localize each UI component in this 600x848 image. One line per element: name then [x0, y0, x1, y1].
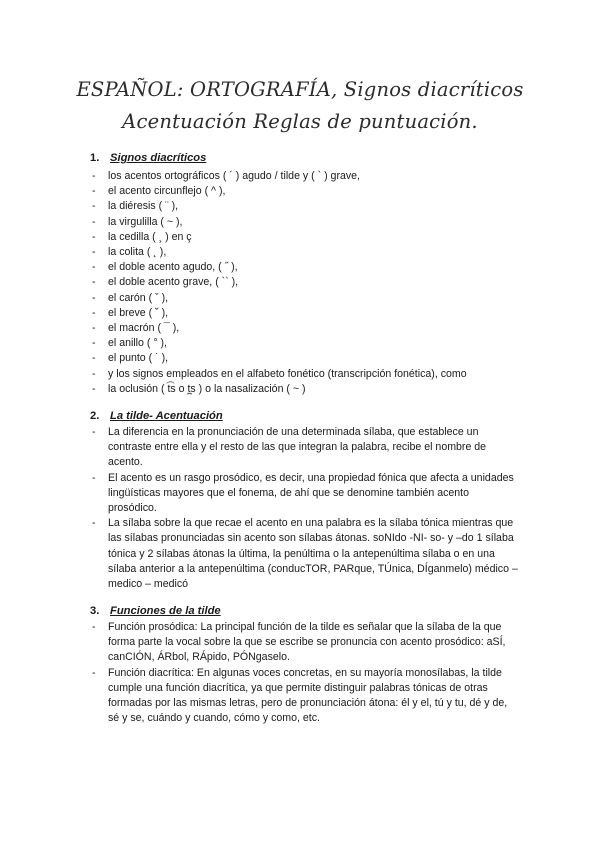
list-item: - y los signos empleados en el alfabeto fonético (transcripción fonética), como [0, 367, 600, 382]
list-item: - Función prosódica: La principal función de la tilde es señalar que la sílaba de la que forma parte la vocal sobre la que se escribe se pronuncia con acento prosódico: aSÍ, canCIÓN, ÁRbol, RÁpido, PÓNgaselo. [0, 620, 600, 666]
section-heading-text: La tilde- Acentuación [110, 410, 223, 422]
list-item: - la oclusión ( t͡s o t̪s ) o la nasalización ( ~ ) [0, 382, 600, 397]
list-item: - el anillo ( ° ), [0, 336, 600, 351]
list-item: - los acentos ortográficos ( ´ ) agudo / tilde y ( ` ) grave, [0, 169, 600, 184]
list-item: - la colita ( ˛ ), [0, 245, 600, 260]
bullet-list [0, 169, 600, 397]
list-item: - La diferencia en la pronunciación de una determinada sílaba, que establece un contraste entre ella y el resto de las que integran la palabra, recibe el nombre de acento. [0, 425, 600, 471]
section-heading [90, 410, 223, 422]
list-item: - el carón ( ˇ ), [0, 291, 600, 306]
list-item: - el doble acento agudo, ( ˝ ), [0, 260, 600, 275]
section-heading [90, 605, 221, 617]
bullet-list [0, 620, 600, 726]
page-title: ESPAÑOL: ORTOGRAFÍA, Signos diacríticos Acentuación Reglas de puntuación. [76, 78, 524, 133]
bullet-list [0, 425, 600, 592]
list-item: - la virgulilla ( ~ ), [0, 215, 600, 230]
list-item: - el breve ( ˘ ), [0, 306, 600, 321]
list-item: - la diéresis ( ¨ ), [0, 199, 600, 214]
list-item: - el acento circunflejo ( ^ ), [0, 184, 600, 199]
section-heading-text: Signos diacríticos [110, 152, 207, 164]
section-number: 3. [90, 605, 100, 617]
list-item: - el macrón ( ¯ ), [0, 321, 600, 336]
list-item: - Función diacrítica: En algunas voces concretas, en su mayoría monosílabas, la tilde cumple una función diacrítica, ya que permite distinguir palabras tónicas de otras formadas por las mismas letras, pero de pronunciación átona: él y el, tú y tu, dé y de, sé y se, cuándo y cuando, cómo y como, etc. [0, 666, 600, 727]
list-item: - El acento es un rasgo prosódico, es decir, una propiedad fónica que afecta a unidades lingüísticas mayores que el fonema, de ahí que se denomine también acento prosódico. [0, 471, 600, 517]
section-number: 1. [90, 152, 100, 164]
section-number: 2. [90, 410, 100, 422]
section-heading-text: Funciones de la tilde [110, 605, 221, 617]
list-item: - la cedilla ( ¸ ) en ç [0, 230, 600, 245]
list-item: - La sílaba sobre la que recae el acento en una palabra es la sílaba tónica mientras que las sílabas pronunciadas sin acento son sílabas átonas. soNIdo -NI- so- y –do 1 sílaba tónica y 2 sílabas átonas la última, la penúltima o la antepenúltima sílaba o en una sílaba anterior a la antepenúltima (conducTOR, PARque, TÚnica, DÍganmelo) médico – medico – medicó [0, 516, 600, 592]
section-heading [90, 152, 206, 164]
list-item: - el punto ( ˙ ), [0, 351, 600, 366]
list-item: - el doble acento grave, ( `` ), [0, 275, 600, 290]
